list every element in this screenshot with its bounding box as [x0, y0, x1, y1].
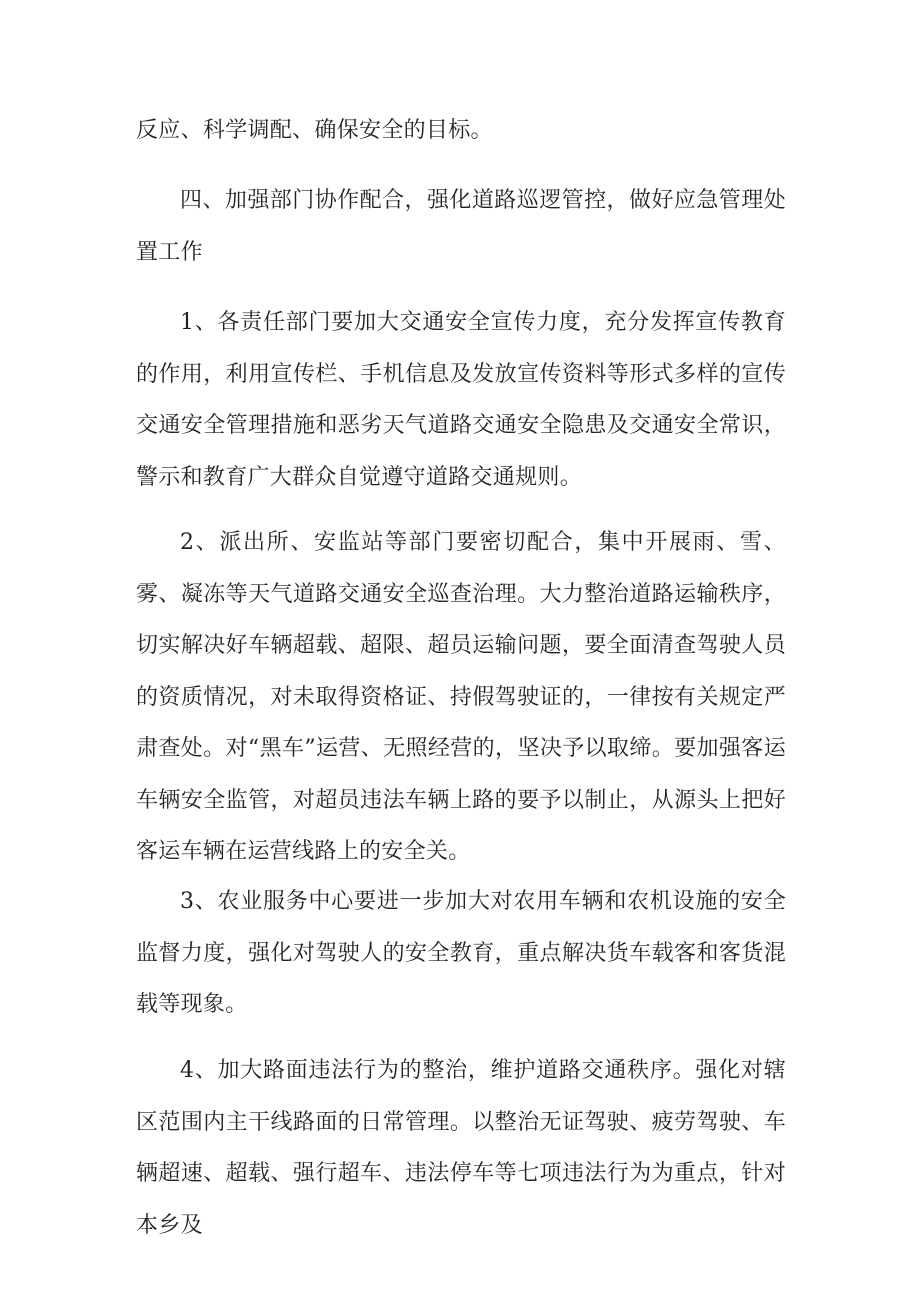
paragraph-item-1: 1、各责任部门要加大交通安全宣传力度，充分发挥宣传教育的作用，利用宣传栏、手机信息及发放宣传资料等形式多样的宣传交通安全管理措施和恶劣天气道路交通安全隐患及交通安全常识，警示和教育广大群众自觉遵守道路交通规则。 [136, 310, 786, 490]
section-heading-four: 四、加强部门协作配合，强化道路巡逻管控，做好应急管理处置工作 [136, 188, 786, 265]
paragraph-item-3: 3、农业服务中心要进一步加大对农用车辆和农机设施的安全监督力度，强化对驾驶人的安全教育，重点解决货车载客和客货混载等现象。 [136, 889, 786, 1017]
paragraph-continuation: 反应、科学调配、确保安全的目标。 [136, 118, 493, 143]
paragraph-item-4: 4、加大路面违法行为的整治，维护道路交通秩序。强化对辖区范围内主干线路面的日常管理。以整治无证驾驶、疲劳驾驶、车辆超速、超载、强行超车、违法停车等七项违法行为为重点，针对本乡及 [136, 1058, 786, 1238]
paragraph-item-2: 2、派出所、安监站等部门要密切配合，集中开展雨、雪、雾、凝冻等天气道路交通安全巡查治理。大力整治道路运输秩序，切实解决好车辆超载、超限、超员运输问题，要全面清查驾驶人员的资质情况，对未取得资格证、持假驾驶证的，一律按有关规定严肃查处。对“黑车”运营、无照经营的，坚决予以取缔。要加强客运车辆安全监管，对超员违法车辆上路的要予以制止，从源头上把好客运车辆在运营线路上的安全关。 [136, 530, 786, 864]
